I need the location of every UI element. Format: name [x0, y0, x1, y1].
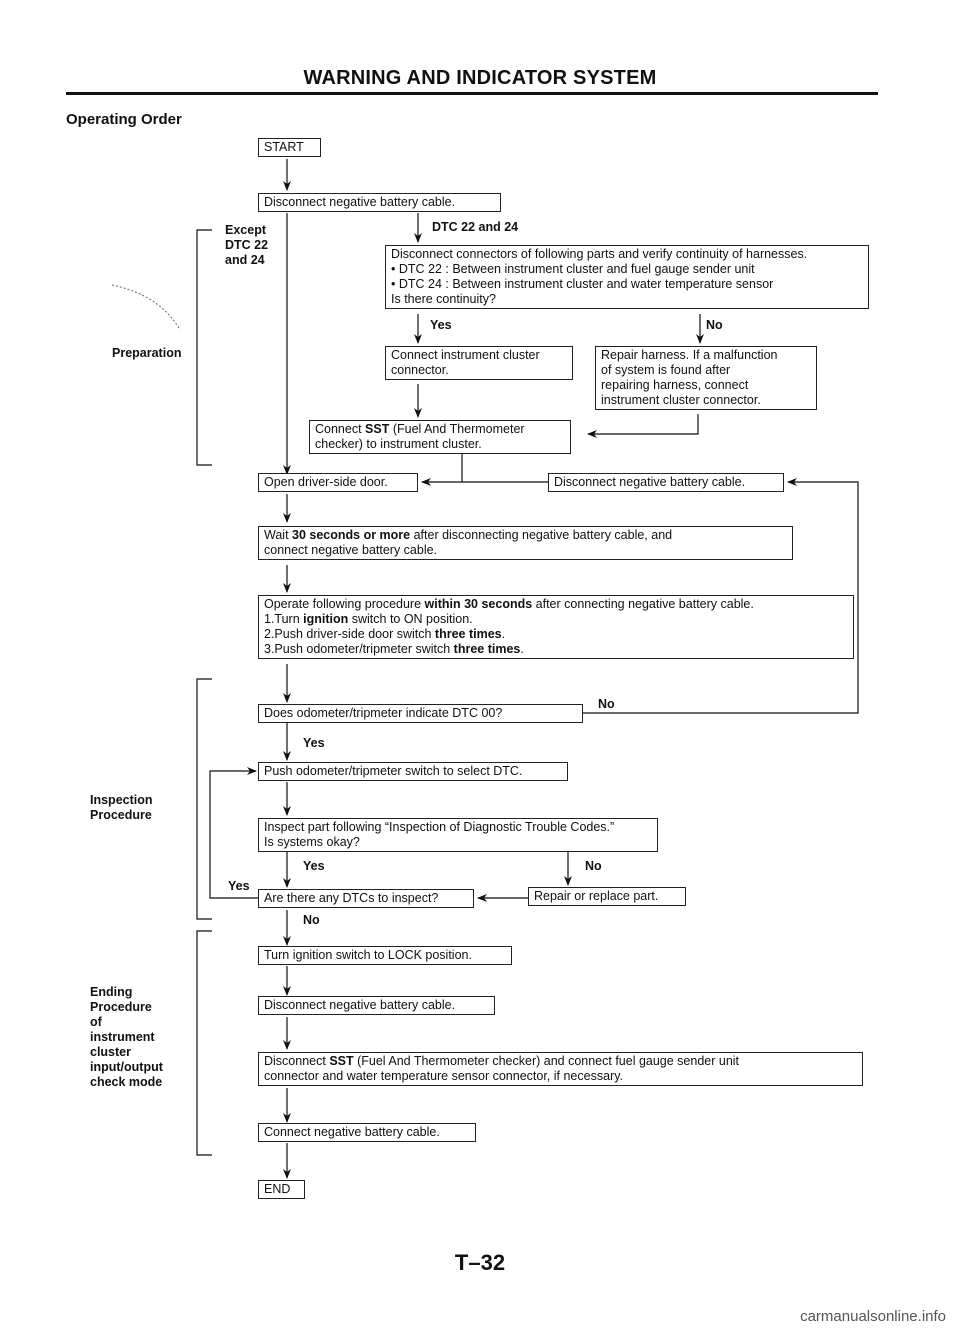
no-label-any-dtcs: No — [303, 913, 320, 927]
wait-box: Wait 30 seconds or more after disconnecting negative battery cable, and connect negative battery cable. — [258, 526, 793, 560]
disconnect-battery-box-1: Disconnect negative battery cable. — [258, 193, 501, 212]
no-label-dtc00: No — [598, 697, 615, 711]
page-title: WARNING AND INDICATOR SYSTEM — [303, 67, 657, 89]
inspection-label: Inspection Procedure — [90, 793, 153, 822]
section-heading: Operating Order — [66, 111, 182, 128]
watermark: carmanualsonline.info — [800, 1308, 946, 1325]
yes-label-dtc00: Yes — [303, 736, 325, 750]
start-box: START — [258, 138, 321, 157]
operate-procedure-box: Operate following procedure within 30 seconds after connecting negative battery cable. 1.Turn ignition switch to ON position. 2.Push driver-side door switch three times. 3.Push odometer/tripmeter switch three times. — [258, 595, 854, 659]
repair-replace-box: Repair or replace part. — [528, 887, 686, 906]
inspect-part-box: Inspect part following “Inspection of Diagnostic Trouble Codes.” Is systems okay? — [258, 818, 658, 852]
any-dtcs-box: Are there any DTCs to inspect? — [258, 889, 474, 908]
page-number: T–32 — [454, 1250, 506, 1275]
continuity-check-box: Disconnect connectors of following parts and verify continuity of harnesses. • DTC 22 : Between instrument cluster and fuel gauge sender unit • DTC 24 : Between instrument cluster and water temperature sensor Is there continuity? — [385, 245, 869, 309]
preparation-label: Preparation — [112, 346, 182, 360]
connect-sst-box: Connect SST (Fuel And Thermometer checker) to instrument cluster. — [309, 420, 571, 454]
connect-cluster-box: Connect instrument cluster connector. — [385, 346, 573, 380]
no-label-continuity: No — [706, 318, 723, 332]
disconnect-battery-box-2: Disconnect negative battery cable. — [548, 473, 784, 492]
disconnect-sst-box: Disconnect SST (Fuel And Thermometer checker) and connect fuel gauge sender unit connector and water temperature sensor connector, if necessary. — [258, 1052, 863, 1086]
push-select-box: Push odometer/tripmeter switch to select DTC. — [258, 762, 568, 781]
no-label-inspect: No — [585, 859, 602, 873]
yes-label-continuity: Yes — [430, 318, 452, 332]
except-label: Except DTC 22 and 24 — [225, 223, 269, 267]
dtc00-question-box: Does odometer/tripmeter indicate DTC 00? — [258, 704, 583, 723]
connect-battery-box: Connect negative battery cable. — [258, 1123, 476, 1142]
open-door-box: Open driver-side door. — [258, 473, 418, 492]
disconnect-battery-box-3: Disconnect negative battery cable. — [258, 996, 495, 1015]
dtc-branch-label: DTC 22 and 24 — [432, 220, 519, 234]
yes-label-any-dtcs: Yes — [228, 879, 250, 893]
turn-lock-box: Turn ignition switch to LOCK position. — [258, 946, 512, 965]
yes-label-inspect: Yes — [303, 859, 325, 873]
ending-label: Ending Procedure of instrument cluster input/output check mode — [90, 985, 163, 1089]
end-box: END — [258, 1180, 305, 1199]
repair-harness-box: Repair harness. If a malfunction of system is found after repairing harness, connect instrument cluster connector. — [595, 346, 817, 410]
